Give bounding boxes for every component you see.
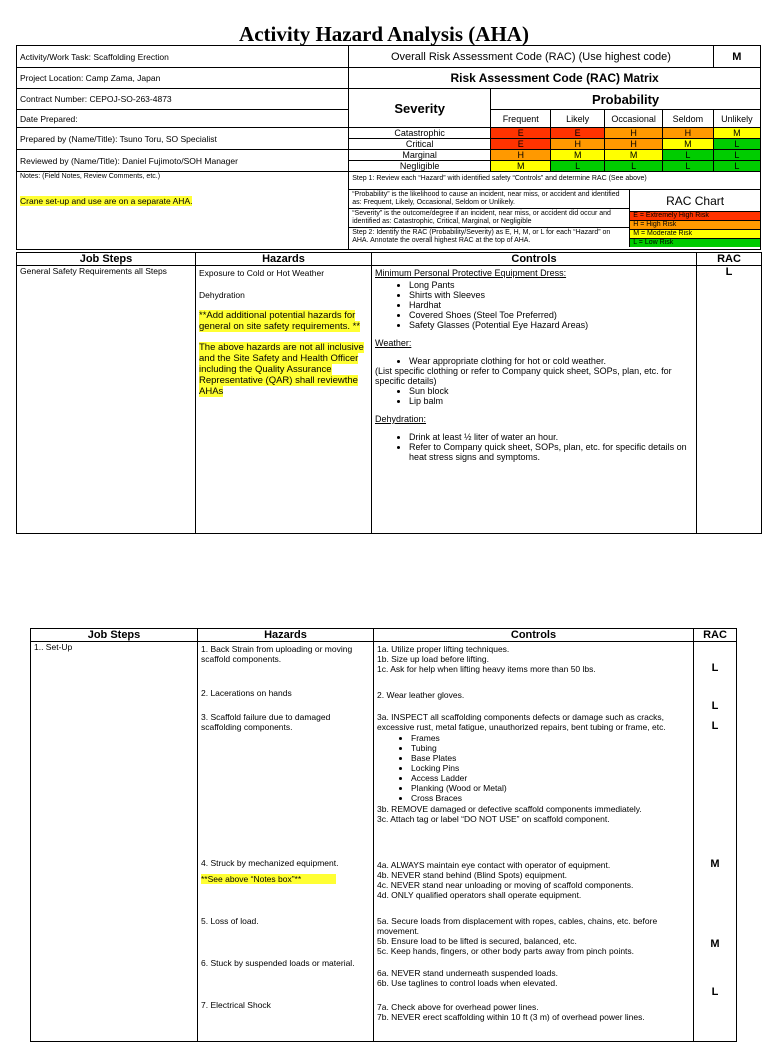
prob-col-seldom: Seldom <box>663 110 714 128</box>
matrix-cell: H <box>605 128 663 139</box>
list-item: • Safety Glasses (Potential Eye Hazard Areas) <box>409 320 693 330</box>
hazard-2: 2. Lacerations on hands <box>201 688 292 698</box>
hazard-4: 4. Struck by mechanized equipment. <box>201 858 339 868</box>
matrix-cell: E <box>551 128 605 139</box>
control-4c: 4c. NEVER stand near unloading or moving of scaffold components. <box>377 880 634 890</box>
list-item: • Frames <box>411 733 690 743</box>
matrix-cell: M <box>713 128 760 139</box>
control-1b: 1b. Size up load before lifting. <box>377 654 489 664</box>
control-3c: 3c. Attach tag or label “DO NOT USE” on scaffold component. <box>377 814 610 824</box>
hazard-6: 6. Stuck by suspended loads or material. <box>201 958 355 968</box>
col-job-steps: Job Steps <box>17 253 196 266</box>
hazard-3: 3. Scaffold failure due to damaged scaffolding components. <box>201 712 331 732</box>
list-item: • Planking (Wood or Metal) <box>411 783 690 793</box>
control-7a: 7a. Check above for overhead power lines. <box>377 1002 539 1012</box>
severity-catastrophic: Catastrophic <box>349 128 491 139</box>
list-item: • Covered Shoes (Steel Toe Preferred) <box>409 310 693 320</box>
list-item: • Lip balm <box>409 396 693 406</box>
page-title: Activity Hazard Analysis (AHA) <box>239 22 529 46</box>
list-item: • Cross Braces <box>411 793 690 803</box>
general-step: General Safety Requirements all Steps <box>17 266 196 534</box>
matrix-cell: H <box>551 139 605 150</box>
prob-col-occasional: Occasional <box>605 110 663 128</box>
matrix-cell: L <box>551 161 605 172</box>
prepared-field: Prepared by (Name/Title): Tsuno Toru, SO Specialist <box>17 128 349 150</box>
matrix-cell: L <box>663 161 714 172</box>
matrix-cell: H <box>663 128 714 139</box>
step2-text: Step 2: Identify the RAC (Probability/Severity) as E, H, M, or L for each “Hazard” on AHA. Annotate the overall highest RAC at the top of AHA. <box>352 229 611 244</box>
control-7b: 7b. NEVER erect scaffolding within 10 ft (3 m) of overhead power lines. <box>377 1012 645 1022</box>
hazard-review-note: The above hazards are not all inclusive and the Site Safety and Health Officer including the Quality Assurance Representative (QAR) shall reviewthe AHAs <box>199 342 364 397</box>
col-controls: Controls <box>372 253 697 266</box>
severity-header: Severity <box>349 89 491 128</box>
ppe-title: Minimum Personal Protective Equipment Dress: <box>375 268 567 278</box>
prob-col-unlikely: Unlikely <box>713 110 760 128</box>
ppe-list <box>375 280 693 330</box>
col-controls: Controls <box>374 629 694 642</box>
control-4b: 4b. NEVER stand behind (Blind Spots) equipment. <box>377 870 567 880</box>
hazard-4-note: **See above “Notes box”** <box>201 874 336 884</box>
control-5a: 5a. Secure loads from displacement with ropes, cables, chains, etc. before movement. <box>377 916 658 936</box>
legend-low: L = Low Risk <box>630 238 760 247</box>
list-item: • Long Pants <box>409 280 693 290</box>
matrix-cell: L <box>713 161 760 172</box>
overall-rac-label: Overall Risk Assessment Code (RAC) (Use highest code) <box>349 46 713 68</box>
severity-negligible: Negligible <box>349 161 491 172</box>
matrix-cell: L <box>713 139 760 150</box>
setup-table <box>30 628 737 1042</box>
rac-chart-title: RAC Chart <box>666 194 725 208</box>
legend-high: H = High Risk <box>630 220 760 229</box>
col-hazards: Hazards <box>198 629 374 642</box>
rac-7: L <box>711 986 719 998</box>
list-item: • Shirts with Sleeves <box>409 290 693 300</box>
rac-2: L <box>711 700 719 712</box>
hazard-weather: Exposure to Cold or Hot Weather <box>199 268 325 278</box>
severity-marginal: Marginal <box>349 150 491 161</box>
hazard-dehydration: Dehydration <box>199 290 245 300</box>
control-2: 2. Wear leather gloves. <box>377 690 465 700</box>
hazard-add-note: **Add additional potential hazards for general on site safety requirements. ** <box>199 310 361 332</box>
severity-critical: Critical <box>349 139 491 150</box>
control-1a: 1a. Utilize proper lifting techniques. <box>377 644 510 654</box>
list-item: • Locking Pins <box>411 763 690 773</box>
legend-extreme: E = Extremely High Risk <box>630 211 760 220</box>
control-3a: 3a. INSPECT all scaffolding components defects or damage such as cracks, excessive rust, metal fatigue, unauthorized repairs, bent tubing or frame, etc. <box>377 712 666 732</box>
matrix-cell: E <box>491 128 551 139</box>
col-job-steps: Job Steps <box>31 629 198 642</box>
col-hazards: Hazards <box>196 253 372 266</box>
matrix-cell: M <box>551 150 605 161</box>
weather-text: (List specific clothing or refer to Company quick sheet, SOPs, plan, etc. for specific details) <box>375 366 672 386</box>
list-item: • Wear appropriate clothing for hot or cold weather. <box>409 356 693 366</box>
hazard-7: 7. Electrical Shock <box>201 1000 271 1010</box>
matrix-cell: L <box>713 150 760 161</box>
control-4d: 4d. ONLY qualified operators shall operate equipment. <box>377 890 582 900</box>
rac-5: M <box>710 938 720 950</box>
notes-text: Crane set-up and use are on a separate AHA. <box>20 196 193 206</box>
step1-text: Step 1: Review each “Hazard” with identified safety “Controls” and determine RAC (See above) <box>349 172 760 190</box>
control-4a: 4a. ALWAYS maintain eye contact with operator of equipment. <box>377 860 611 870</box>
matrix-cell: L <box>663 150 714 161</box>
location-field: Project Location: Camp Zama, Japan <box>17 68 349 89</box>
matrix-cell: H <box>491 150 551 161</box>
aha-header-table <box>16 45 761 250</box>
general-requirements-table <box>16 252 762 534</box>
control-1c: 1c. Ask for help when lifting heavy items more than 50 lbs. <box>377 664 596 674</box>
notes-label: Notes: (Field Notes, Review Comments, etc.) <box>20 173 161 180</box>
control-6a: 6a. NEVER stand underneath suspended loads. <box>377 968 558 978</box>
prob-col-frequent: Frequent <box>491 110 551 128</box>
list-item: • Hardhat <box>409 300 693 310</box>
list-item: • Sun block <box>409 386 693 396</box>
probability-definition: “Probability” is the likelihood to cause an incident, near miss, or accident and identified as: Frequent, Likely, Occasional, Seldom or Unlikely. <box>349 190 629 209</box>
matrix-cell: E <box>491 139 551 150</box>
severity-definition: “Severity” is the outcome/degree if an incident, near miss, or accident did occur and identified as: Catastrophic, Critical, Marginal, or Negligible <box>349 209 629 228</box>
list-item: • Drink at least ½ liter of water an hour. <box>409 432 693 442</box>
contract-field: Contract Number: CEPOJ-SO-263-4873 <box>17 89 349 110</box>
list-item: • Tubing <box>411 743 690 753</box>
matrix-cell: M <box>491 161 551 172</box>
weather-title: Weather: <box>375 338 412 348</box>
matrix-cell: H <box>605 139 663 150</box>
prob-col-likely: Likely <box>551 110 605 128</box>
general-rac: L <box>697 266 762 534</box>
hazard-1: 1. Back Strain from uploading or moving scaffold components. <box>201 644 353 664</box>
rac-4: M <box>710 858 720 870</box>
col-rac: RAC <box>697 253 762 266</box>
list-item: • Base Plates <box>411 753 690 763</box>
date-field: Date Prepared: <box>17 110 349 128</box>
matrix-cell: M <box>605 150 663 161</box>
activity-field: Activity/Work Task: Scaffolding Erection <box>17 46 349 68</box>
reviewed-field: Reviewed by (Name/Title): Daniel Fujimoto/SOH Manager <box>17 150 349 172</box>
control-5c: 5c. Keep hands, fingers, or other body parts away from pinch points. <box>377 946 635 956</box>
control-5b: 5b. Ensure load to be lifted is secured, balanced, etc. <box>377 936 577 946</box>
setup-step: 1.. Set-Up <box>31 642 198 1042</box>
list-item: • Access Ladder <box>411 773 690 783</box>
hazard-5: 5. Loss of load. <box>201 916 259 926</box>
control-6b: 6b. Use taglines to control loads when elevated. <box>377 978 558 988</box>
rac-1: L <box>711 662 719 674</box>
matrix-cell: M <box>663 139 714 150</box>
dehydration-title: Dehydration: <box>375 414 427 424</box>
notes-cell <box>17 172 349 250</box>
control-3b: 3b. REMOVE damaged or defective scaffold components immediately. <box>377 804 642 814</box>
list-item: • Refer to Company quick sheet, SOPs, plan, etc. for specific details on heat stress signs and symptoms. <box>409 442 693 462</box>
legend-moderate: M = Moderate Risk <box>630 229 760 238</box>
rac-matrix-title: Risk Assessment Code (RAC) Matrix <box>349 68 761 89</box>
rac-3: L <box>711 720 719 732</box>
probability-header: Probability <box>491 89 761 110</box>
overall-rac-value: M <box>713 46 760 68</box>
col-rac: RAC <box>694 629 737 642</box>
matrix-cell: L <box>605 161 663 172</box>
